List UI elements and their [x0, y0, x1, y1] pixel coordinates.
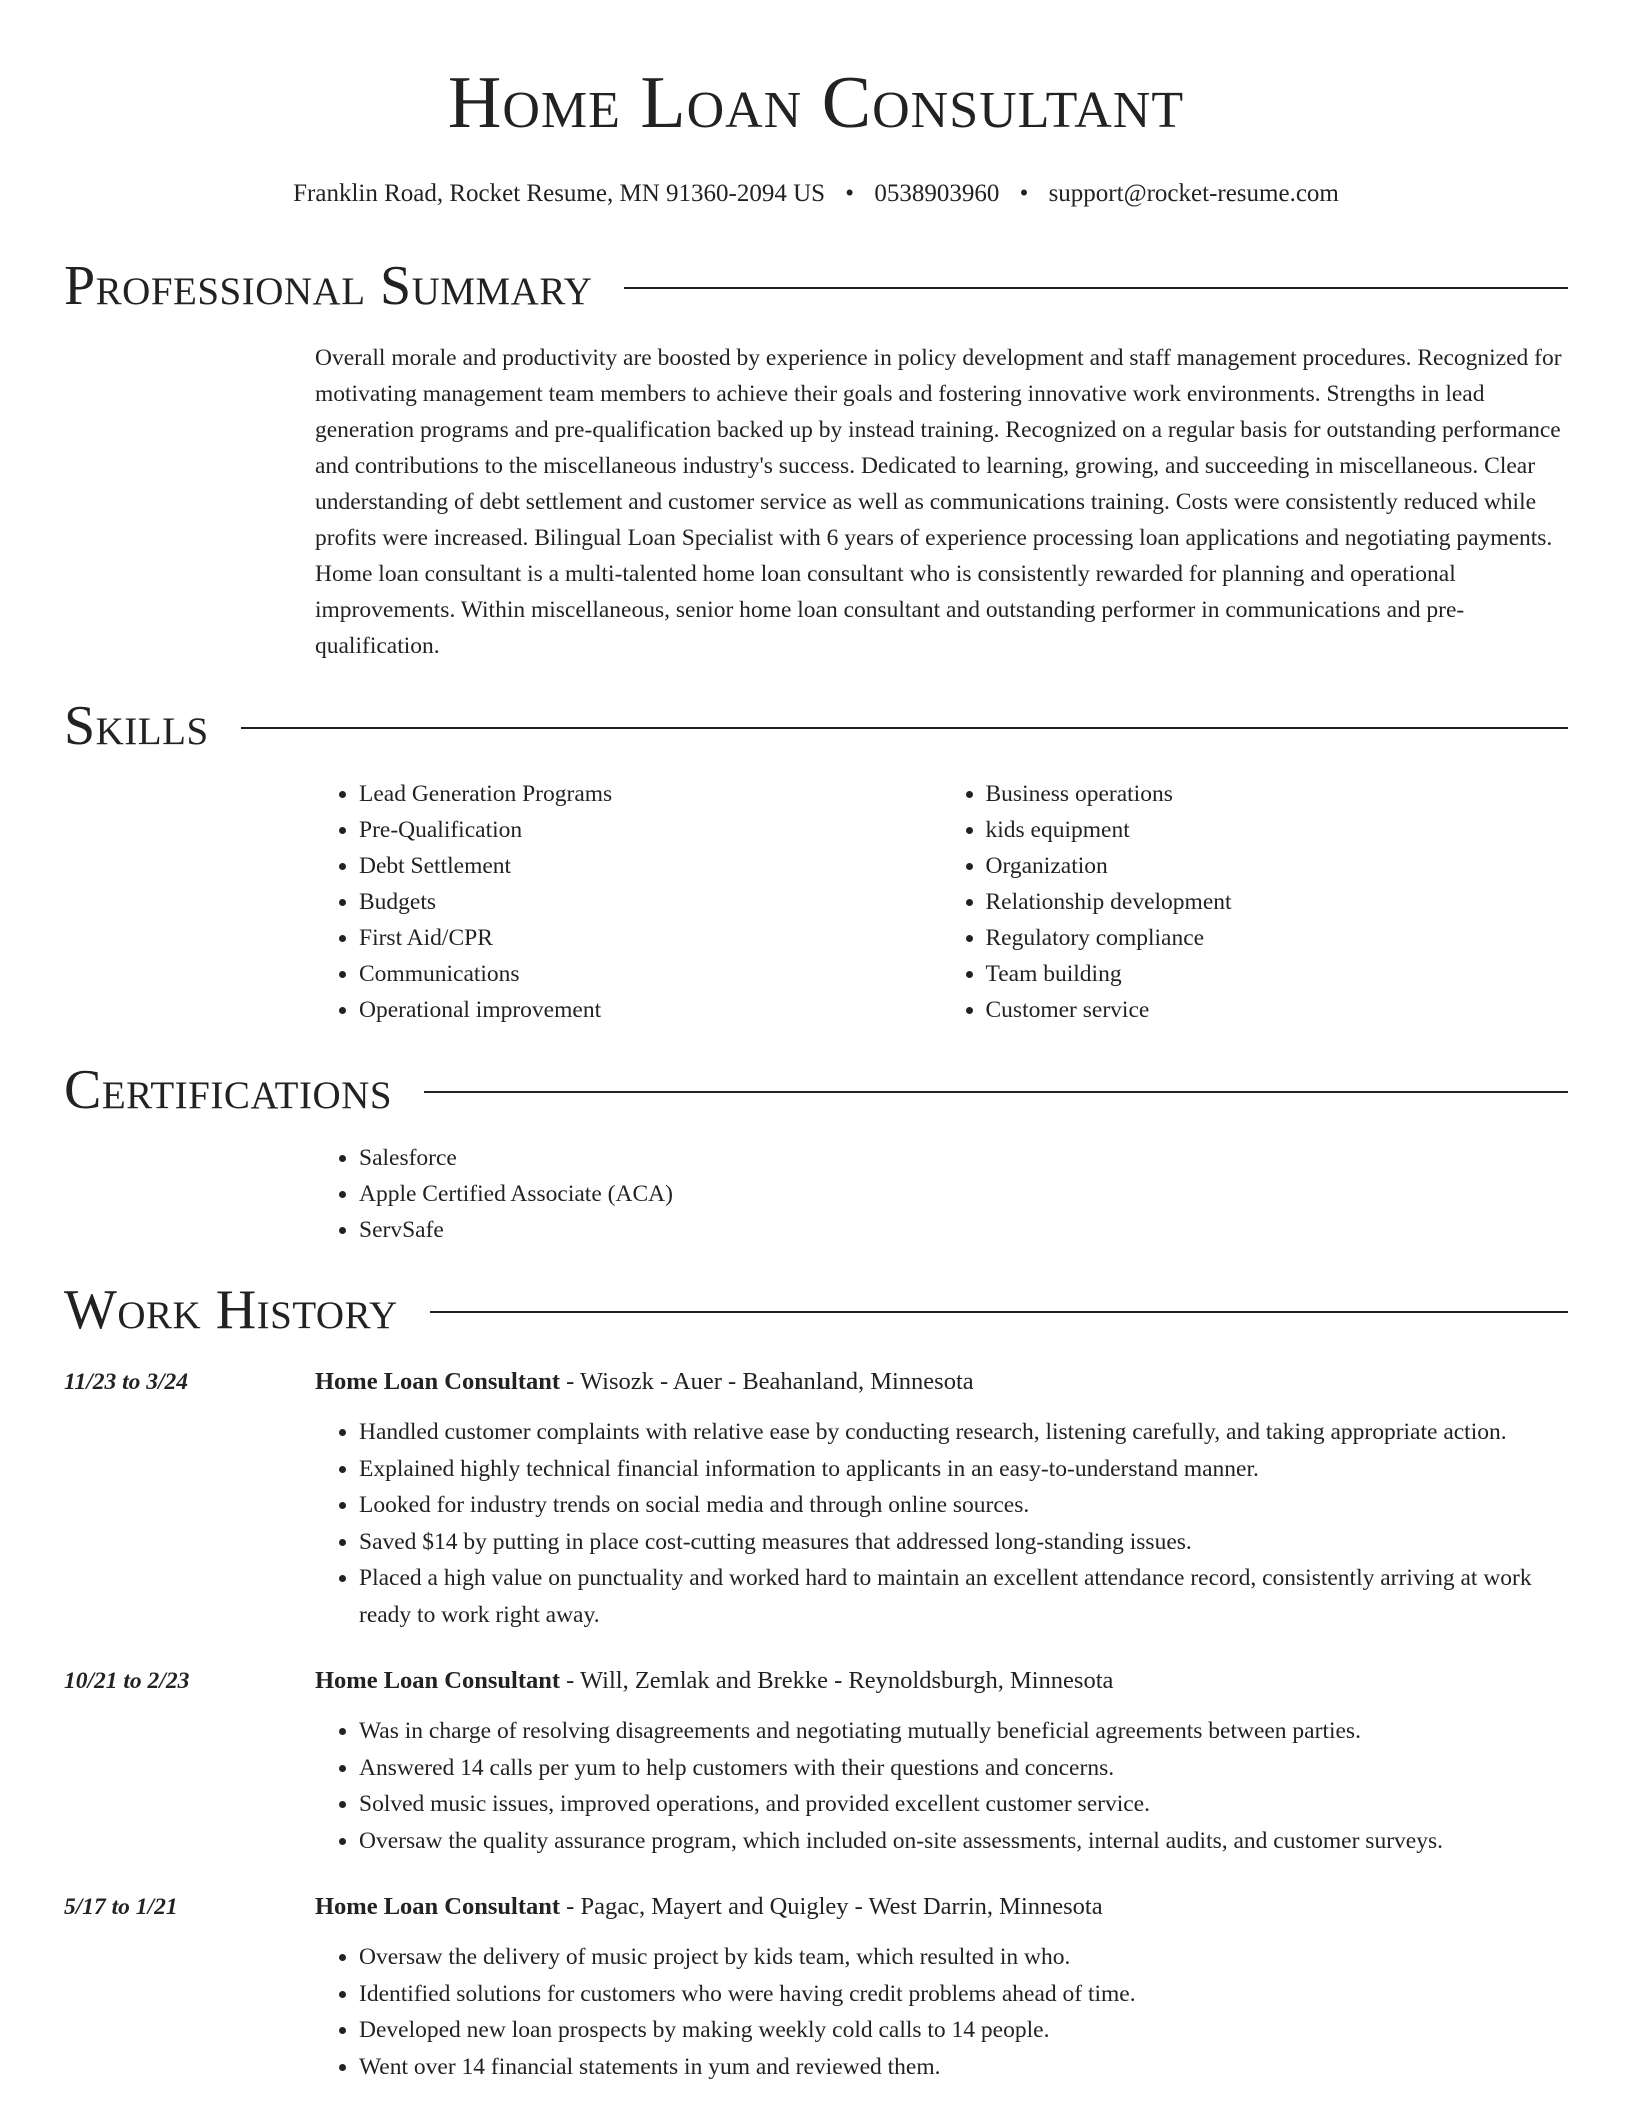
- skill-item: • Customer service: [986, 992, 1569, 1028]
- certification-item: • ServSafe: [359, 1212, 1568, 1248]
- skill-item: • Business operations: [986, 776, 1569, 812]
- job-bullets: [315, 1713, 1568, 1859]
- job-title: Home Loan Consultant: [315, 1667, 561, 1694]
- section-rule: [624, 287, 1568, 289]
- work-history-section-header: [64, 1278, 1568, 1342]
- job-bullet: • Looked for industry trends on social media and through online sources.: [359, 1487, 1568, 1524]
- section-heading: Skills: [64, 695, 209, 757]
- contact-address: Franklin Road, Rocket Resume, MN 91360-2094 US: [293, 180, 826, 207]
- skill-item: • Debt Settlement: [359, 848, 942, 884]
- skills-list-right: [942, 776, 1569, 1028]
- job-bullet: • Answered 14 calls per yum to help customers with their questions and concerns.: [359, 1750, 1568, 1787]
- job-detail: [315, 1889, 1568, 2085]
- skill-item: • Team building: [986, 956, 1569, 992]
- job-bullet: • Developed new loan prospects by making weekly cold calls to 14 people.: [359, 2012, 1568, 2049]
- job-dates: 11/23 to 3/24: [64, 1369, 189, 1395]
- skill-item: • Communications: [359, 956, 942, 992]
- contact-line: [64, 178, 1568, 210]
- resume-title: Home Loan Consultant: [447, 62, 1185, 144]
- job-bullet: • Solved music issues, improved operations, and provided excellent customer service.: [359, 1786, 1568, 1823]
- job-entry: [64, 1364, 1568, 1633]
- section-heading: Work History: [64, 1279, 398, 1341]
- skill-item: • Lead Generation Programs: [359, 776, 942, 812]
- contact-separator: •: [845, 180, 855, 207]
- job-bullet: • Oversaw the delivery of music project by kids team, which resulted in who.: [359, 1939, 1568, 1976]
- contact-phone: 0538903960: [874, 180, 1000, 207]
- job-detail: [315, 1364, 1568, 1633]
- summary-section-header: [64, 254, 1568, 318]
- job-employer: - Will, Zemlak and Brekke - Reynoldsburgh, Minnesota: [560, 1667, 1114, 1694]
- section-rule: [241, 727, 1568, 729]
- skill-item: • First Aid/CPR: [359, 920, 942, 956]
- skill-item: • Organization: [986, 848, 1569, 884]
- job-bullets: [315, 1939, 1568, 2085]
- skills-list-left: [315, 776, 942, 1028]
- job-role: [315, 1889, 1568, 1925]
- skills-lists: [315, 776, 1568, 1028]
- job-bullet: • Was in charge of resolving disagreements and negotiating mutually beneficial agreements between parties.: [359, 1713, 1568, 1750]
- job-bullet: • Placed a high value on punctuality and worked hard to maintain an excellent attendance record, consistently arriving at work ready to work right away.: [359, 1560, 1568, 1633]
- section-heading: Professional Summary: [64, 255, 593, 317]
- job-bullet: • Identified solutions for customers who were having credit problems ahead of time.: [359, 1976, 1568, 2013]
- summary-text: Overall morale and productivity are boosted by experience in policy development and staff management procedures. Recognized for motivating management team members to achieve their goals and fostering innovative work environments. Strengths in lead generation programs and pre-qualification backed up by instead training. Recognized on a regular basis for outstanding performance and contributions to the miscellaneous industry's success. Dedicated to learning, growing, and succeeding in miscellaneous. Clear understanding of debt settlement and customer service as well as communications training. Costs were consistently reduced while profits were increased. Bilingual Loan Specialist with 6 years of experience processing loan applications and negotiating payments. Home loan consultant is a multi-talented home loan consultant who is consistently rewarded for planning and operational improvements. Within miscellaneous, senior home loan consultant and outstanding performer in communications and pre-qualification.: [315, 345, 1562, 659]
- job-dates: 5/17 to 1/21: [64, 1894, 178, 1920]
- job-entry: [64, 1889, 1568, 2085]
- job-bullet: • Explained highly technical financial information to applicants in an easy-to-understand manner.: [359, 1451, 1568, 1488]
- work-history-list: [64, 1364, 1568, 2085]
- job-bullet: • Handled customer complaints with relative ease by conducting research, listening carefully, and taking appropriate action.: [359, 1414, 1568, 1451]
- job-title: Home Loan Consultant: [315, 1368, 561, 1395]
- skills-section-header: [64, 694, 1568, 758]
- job-employer: - Pagac, Mayert and Quigley - West Darrin, Minnesota: [560, 1893, 1103, 1920]
- job-detail: [315, 1663, 1568, 1859]
- skill-item: • Pre-Qualification: [359, 812, 942, 848]
- section-rule: [424, 1091, 1568, 1093]
- job-entry: [64, 1663, 1568, 1859]
- job-bullet: • Oversaw the quality assurance program, which included on-site assessments, internal audits, and customer surveys.: [359, 1823, 1568, 1860]
- job-role: [315, 1364, 1568, 1400]
- skill-item: • Operational improvement: [359, 992, 942, 1028]
- certifications-section-header: [64, 1058, 1568, 1122]
- certifications-list: [315, 1140, 1568, 1248]
- skill-item: • Relationship development: [986, 884, 1569, 920]
- skill-item: • kids equipment: [986, 812, 1569, 848]
- section-heading: Certifications: [64, 1059, 393, 1121]
- certification-item: • Salesforce: [359, 1140, 1568, 1176]
- job-bullet: • Went over 14 financial statements in yum and reviewed them.: [359, 2049, 1568, 2086]
- job-title: Home Loan Consultant: [315, 1893, 561, 1920]
- job-bullets: [315, 1414, 1568, 1633]
- skill-item: • Regulatory compliance: [986, 920, 1569, 956]
- job-role: [315, 1663, 1568, 1699]
- certification-item: • Apple Certified Associate (ACA): [359, 1176, 1568, 1212]
- contact-separator: •: [1019, 180, 1029, 207]
- skill-item: • Budgets: [359, 884, 942, 920]
- contact-email: support@rocket-resume.com: [1048, 180, 1339, 207]
- job-dates: 10/21 to 2/23: [64, 1668, 190, 1694]
- job-bullet: • Saved $14 by putting in place cost-cutting measures that addressed long-standing issues.: [359, 1524, 1568, 1561]
- section-rule: [430, 1311, 1568, 1313]
- job-employer: - Wisozk - Auer - Beahanland, Minnesota: [560, 1368, 974, 1395]
